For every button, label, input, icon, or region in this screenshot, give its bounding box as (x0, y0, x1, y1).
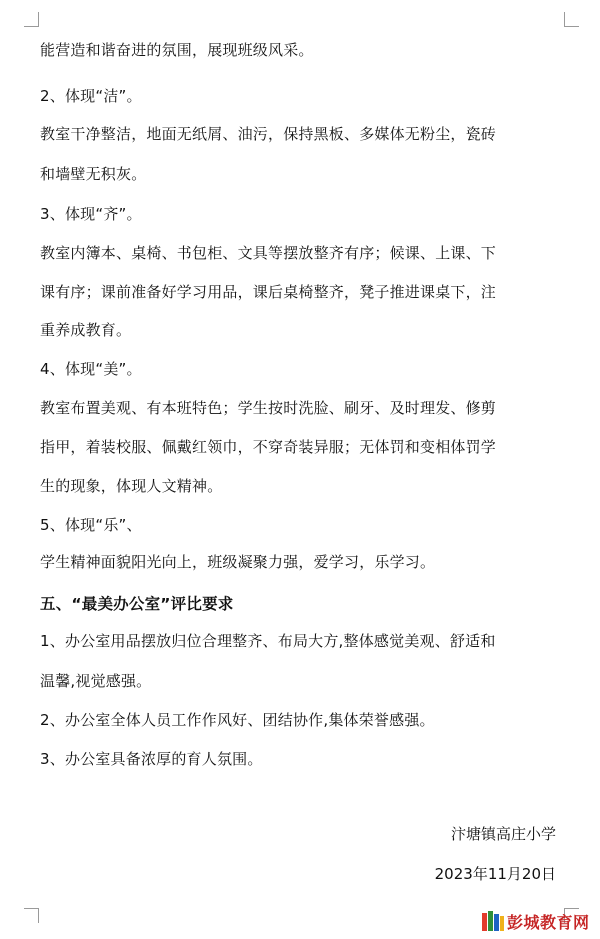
books-logo-icon (481, 909, 505, 933)
paragraph-line: 生的现象，体现人文精神。 (40, 477, 223, 495)
section-heading-joy: 5、体现“乐”、 (40, 516, 142, 534)
paragraph-line: 教室干净整洁，地面无纸屑、油污，保持黑板、多媒体无粉尘，瓷砖 (40, 125, 497, 143)
paragraph-line: 重养成教育。 (40, 321, 132, 339)
paragraph-line: 和墙壁无积灰。 (40, 165, 147, 183)
margin-corner-top-left (24, 12, 39, 27)
paragraph-line: 教室内簿本、桌椅、书包柜、文具等摆放整齐有序；候课、上课、下 (40, 244, 497, 262)
paragraph-line: 教室布置美观、有本班特色；学生按时洗脸、刷牙、及时理发、修剪 (40, 399, 497, 417)
paragraph-line: 学生精神面貌阳光向上，班级凝聚力强，爱学习，乐学习。 (40, 553, 436, 571)
watermark (481, 906, 599, 936)
paragraph-line: 2、办公室全体人员工作作风好、团结协作,集体荣誉感强。 (40, 711, 435, 729)
paragraph-line: 温馨,视觉感强。 (40, 672, 152, 690)
paragraph-line: 课有序；课前准备好学习用品，课后桌椅整齐，凳子推进课桌下，注 (40, 283, 497, 301)
margin-corner-top-right (564, 12, 579, 27)
margin-corner-bottom-left (24, 908, 39, 923)
paragraph-line: 能营造和谐奋进的氛围，展现班级风采。 (40, 41, 314, 59)
watermark-text: 彭城教育网 (507, 913, 590, 932)
section-heading-beauty: 4、体现“美”。 (40, 360, 142, 378)
section-heading-tidy: 3、体现“齐”。 (40, 205, 142, 223)
paragraph-line: 1、办公室用品摆放归位合理整齐、布局大方,整体感觉美观、舒适和 (40, 632, 496, 650)
section-heading-clean: 2、体现“洁”。 (40, 87, 142, 105)
paragraph-line: 指甲，着装校服、佩戴红领巾，不穿奇装异服；无体罚和变相体罚学 (40, 438, 497, 456)
signature-school: 汴塘镇高庄小学 (450, 825, 556, 843)
paragraph-line: 3、办公室具备浓厚的育人氛围。 (40, 750, 263, 768)
signature-date: 2023年11月20日 (434, 865, 556, 883)
chapter-heading-office: 五、“最美办公室”评比要求 (40, 595, 234, 613)
